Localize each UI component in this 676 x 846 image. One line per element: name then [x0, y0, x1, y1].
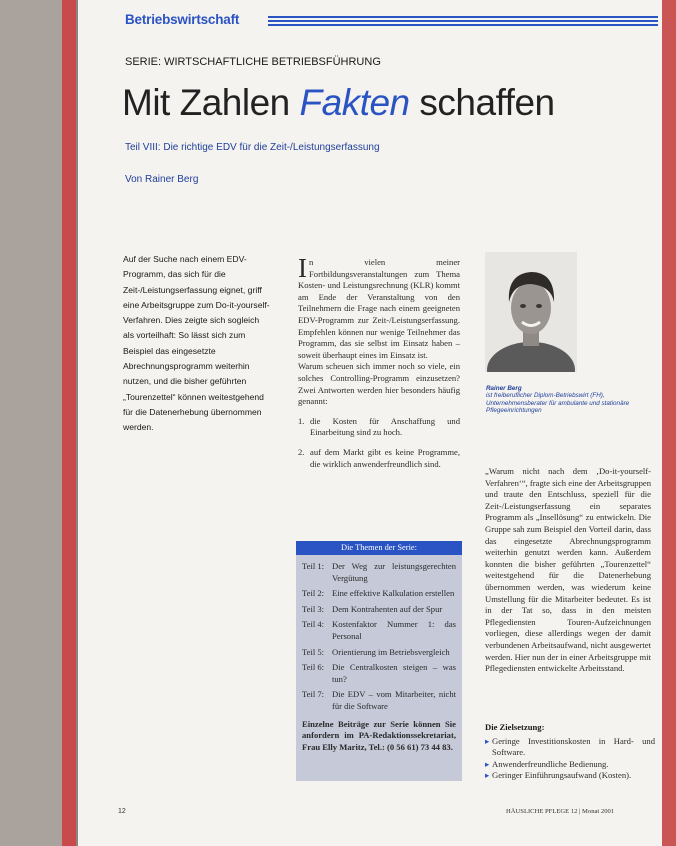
headline-part1: Mit Zahlen — [122, 82, 300, 123]
headline-accent: Fakten — [299, 82, 410, 123]
caption-text: ist freiberuflicher Diplom-Betriebswirt (FH), Unternehmensberater für ambulante und stationäre Pflegeeinrichtungen — [486, 392, 630, 414]
box-title: Die Themen der Serie: — [296, 541, 462, 555]
author-line: Von Rainer Berg — [125, 174, 199, 185]
part-label: Teil 2: — [302, 588, 325, 599]
part-label: Teil 3: — [302, 603, 325, 614]
bullet-icon: ▸ — [485, 735, 490, 746]
bullet-icon: ▸ — [485, 758, 490, 769]
list-item — [485, 736, 655, 759]
binder-edge-left — [62, 0, 76, 846]
list-item — [302, 588, 456, 600]
list-item — [485, 770, 655, 782]
author-portrait — [485, 252, 577, 372]
part-text: Kostenfaktor Nummer 1: das Personal — [332, 619, 456, 641]
box-body — [296, 555, 462, 753]
part-text: Eine effektive Kalkulation erstellen — [332, 588, 455, 599]
series-label: SERIE: WIRTSCHAFTLICHE BETRIEBSFÜHRUNG — [125, 56, 381, 68]
goal-text: Anwenderfreundliche Bedienung. — [492, 758, 609, 769]
part-label: Teil 1: — [302, 561, 325, 571]
part-label: Teil 5: — [302, 646, 325, 657]
part-label: Teil 7: — [302, 689, 325, 700]
caption-name: Rainer Berg — [486, 385, 522, 392]
series-topics-box — [296, 541, 462, 781]
drop-cap: I — [298, 253, 307, 283]
list-item — [302, 619, 456, 642]
headline-part2: schaffen — [409, 82, 555, 123]
list-text: die Kosten für Anschaffung und Einarbeitung sind zu hoch. — [310, 415, 460, 438]
scanner-background — [0, 0, 62, 846]
paragraph-2: Warum scheuen sich immer noch so viele, ein solches Controlling-Programm einzusetzen? Zwei Antworten werden hier besonders häufig genannt: — [298, 361, 460, 407]
list-item — [298, 416, 460, 439]
body-column-middle — [298, 253, 460, 478]
part-text: Der Weg zur leistungsgerechten Vergütung — [332, 561, 456, 583]
body-column-right: „Warum nicht nach dem ‚Do-it-yourself-Verfahren‘“, fragte sich eine der Arbeitsgruppen und traute den Entschluss, speziell für die Zeit-/Leistungserfassung ein separates Programm als „Insellösung“ zu entwickeln. Die Gruppe sah zum Beispiel den Vorteil darin, dass das eingesetzte Abrechnungsprogramm weiterhin genutzt werden kann. Außerdem konnten die bisher geführten „Tourenzettel“ weitestgehend für die Datenerhebung übernommen werden, was wiederum keine Umstellung für die Mitarbeiter bedeutet. Es ist in der Tat so, dass in den meisten Pflegediensten Touren-Aufzeichnungen vorliegen, diese allerdings wegen der damit verbundenen Arbeitsaufwand, nicht ausgewertet werden. Hier nun der in einer Arbeitsgruppe mit Pflegediensten entwickelte Arbeitsstand. — [485, 466, 651, 674]
rubric-title: Betriebswirtschaft — [125, 12, 240, 27]
numbered-list — [298, 416, 460, 470]
list-item — [302, 561, 456, 584]
goal-text: Geringer Einführungsaufwand (Kosten). — [492, 770, 632, 781]
magazine-page — [78, 0, 662, 846]
goals-title: Die Zielsetzung: — [485, 722, 545, 732]
photo-caption — [486, 385, 656, 414]
list-item — [302, 647, 456, 659]
list-item — [298, 447, 460, 470]
intro-paragraph — [298, 253, 460, 361]
part-label: Teil 6: — [302, 662, 325, 673]
part-text: Dem Kontrahenten auf der Spur — [332, 603, 443, 614]
part-text: Orientierung im Betriebsvergleich — [332, 646, 450, 657]
list-text: auf dem Markt gibt es keine Programme, die wirklich anwenderfreundlich sind. — [310, 446, 460, 469]
list-item — [485, 759, 655, 771]
list-number: 2. — [298, 446, 305, 457]
rubric-rule — [268, 16, 658, 28]
page-number: 12 — [118, 808, 126, 815]
binder-edge-right — [660, 0, 676, 846]
list-item — [302, 662, 456, 685]
bullet-icon: ▸ — [485, 770, 490, 781]
subtitle: Teil VIII: Die richtige EDV für die Zeit-/Leistungserfassung — [125, 142, 380, 153]
paragraph-1: n vielen meiner Fortbildungsveranstaltungen zum Thema Kosten- und Leistungsrechnung (KLR) kommt am Ende der Veranstaltung von den Teilnehmern die Frage nach einem geeigneten EDV-Programm zur Zeit-/Leistungserfassung. Empfehlen können nur wenige Teilnehmer das Programm, das sie selbst im Einsatz haben – soweit überhaupt eines im Einsatz ist. — [298, 257, 460, 360]
part-text: Die EDV – vom Mitarbeiter, nicht für die Software — [332, 689, 456, 711]
part-text: Die Centralkosten steigen – was tun? — [332, 662, 456, 684]
part-label: Teil 4: — [302, 619, 325, 630]
list-item — [302, 689, 456, 712]
goal-text: Geringe Investitionskosten in Hard- und Software. — [492, 735, 655, 758]
headline — [122, 82, 555, 124]
footer-line: HÄUSLICHE PFLEGE 12 | Monat 2001 — [506, 808, 615, 815]
list-item — [302, 604, 456, 616]
goals-section — [485, 722, 655, 782]
box-note: Einzelne Beiträge zur Serie können Sie anfordern im PA-Redaktionssekretariat, Frau Elly Maritz, Tel.: (0 56 61) 73 44 83. — [302, 718, 456, 752]
lead-paragraph: Auf der Suche nach einem EDV-Programm, das sich für die Zeit-/Leistungserfassung eignet, griff eine Arbeitsgruppe zum Do-it-yourself-Verfahren. Dies zeigte sich sogleich als vorteilhaft: So lässt sich zum Beispiel das eingesetzte Abrechnungsprogramm weiterhin nutzen, und die bisher geführten „Tourenzettel“ können weitestgehend für die Datenerhebung übernommen werden. — [123, 254, 270, 433]
list-number: 1. — [298, 415, 305, 426]
